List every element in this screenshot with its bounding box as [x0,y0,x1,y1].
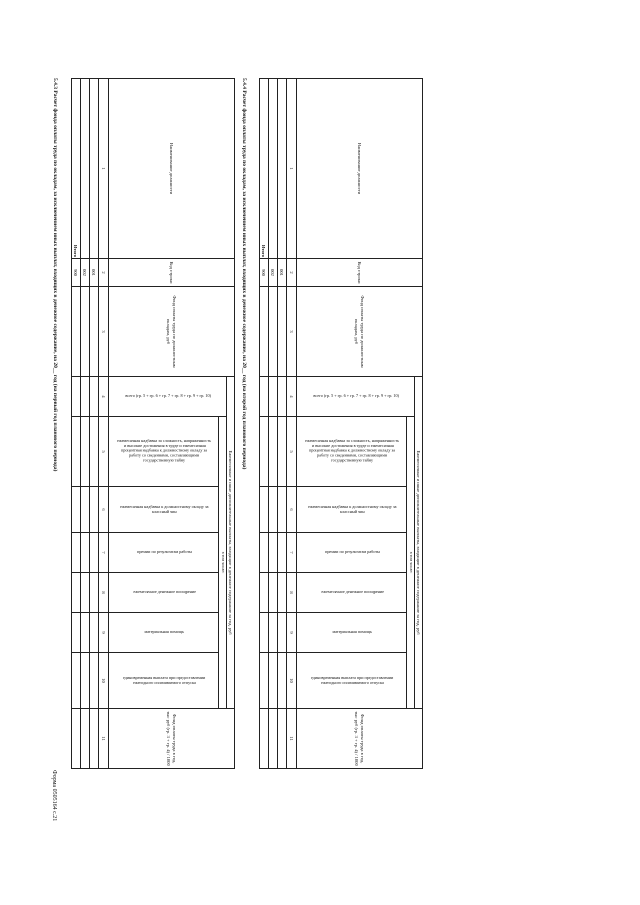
header-col9: материальная помощь [108,613,218,653]
section-1-table [71,78,235,769]
header-col7: премии по результатам работы [296,533,406,573]
form-code: Форма 0505164 с.21 [51,770,57,822]
header-col10: единовременная выплата при предоставлении ежегодного оплачиваемого отпуска [296,653,406,709]
header-col9: материальная помощь [296,613,406,653]
header-col7: премии по результатам работы [108,533,218,573]
header-fund-salary: Фонд оплаты труда по должностным окладам, руб [296,287,422,377]
header-col5: ежемесячная надбавка за сложность, напряженность и высокие достижения в труде и ежемесячная процентная надбавка к должностному окладу за работу со сведениями, составляющими государственную тайну [296,417,406,487]
header-fund-total: Фонд оплаты труда в год, тыс руб (гр. 3 + гр. 4) / 1000 [296,709,422,769]
header-monthly-group: Ежемесячные и иные дополнительные выплаты, входящие в денежное содержание за год, руб [414,377,422,709]
header-fund-salary: Фонд оплаты труда по должностным окладам, руб [108,287,234,377]
header-col6: ежемесячная надбавка к должностному окладу за классный чин [108,487,218,533]
header-col5: ежемесячная надбавка за сложность, напряженность и высокие достижения в труде и ежемесячная процентная надбавка к должностному окладу за работу со сведениями, составляющими государственную тайну [108,417,218,487]
header-total: всего (гр. 5 + гр. 6 + гр. 7 + гр. 8 + гр. 9 + гр. 10) [296,377,414,417]
header-position-name: Наименование должности [108,79,234,259]
table-row: 002 [80,79,89,769]
section-2-table [259,78,423,769]
header-row-code: Код строки [108,259,234,287]
header-col6: ежемесячная надбавка к должностному окладу за классный чин [296,487,406,533]
table-row: 001 [89,79,98,769]
header-fund-total: Фонд оплаты труда в год, тыс руб (гр. 3 + гр. 4) / 1000 [108,709,234,769]
section-1-title: 5.4.3 Расчет фонда оплаты труда по окладам, за исключением иных выплат, входящих в денежное содержание, на 20__ год (на первый год планового периода) [52,78,58,472]
total-row: Итого 900 [259,79,268,769]
header-col10: единовременная выплата при предоставлении ежегодного оплачиваемого отпуска [108,653,218,709]
header-col8: ежемесячное денежное поощрение [296,573,406,613]
header-including: в том числе: [218,417,226,709]
header-col8: ежемесячное денежное поощрение [108,573,218,613]
header-total: всего (гр. 5 + гр. 6 + гр. 7 + гр. 8 + гр. 9 + гр. 10) [108,377,226,417]
header-position-name: Наименование должности [296,79,422,259]
section-2-title: 5.4.4 Расчет фонда оплаты труда по окладам, за исключением иных выплат, входящих в денежное содержание, на 20__ год (на второй год планового периода) [241,78,247,470]
header-monthly-group: Ежемесячные и иные дополнительные выплаты, входящие в денежное содержание за год, руб [226,377,234,709]
total-row: Итого 900 [71,79,80,769]
table-row: 002 [268,79,277,769]
table-row: 001 [277,79,286,769]
column-number-row: 1 2 3 4 5 6 7 8 9 10 11 [98,79,108,769]
column-number-row: 1 2 3 4 5 6 7 8 9 10 11 [286,79,296,769]
header-row-code: Код строки [296,259,422,287]
header-including: в том числе: [406,417,414,709]
